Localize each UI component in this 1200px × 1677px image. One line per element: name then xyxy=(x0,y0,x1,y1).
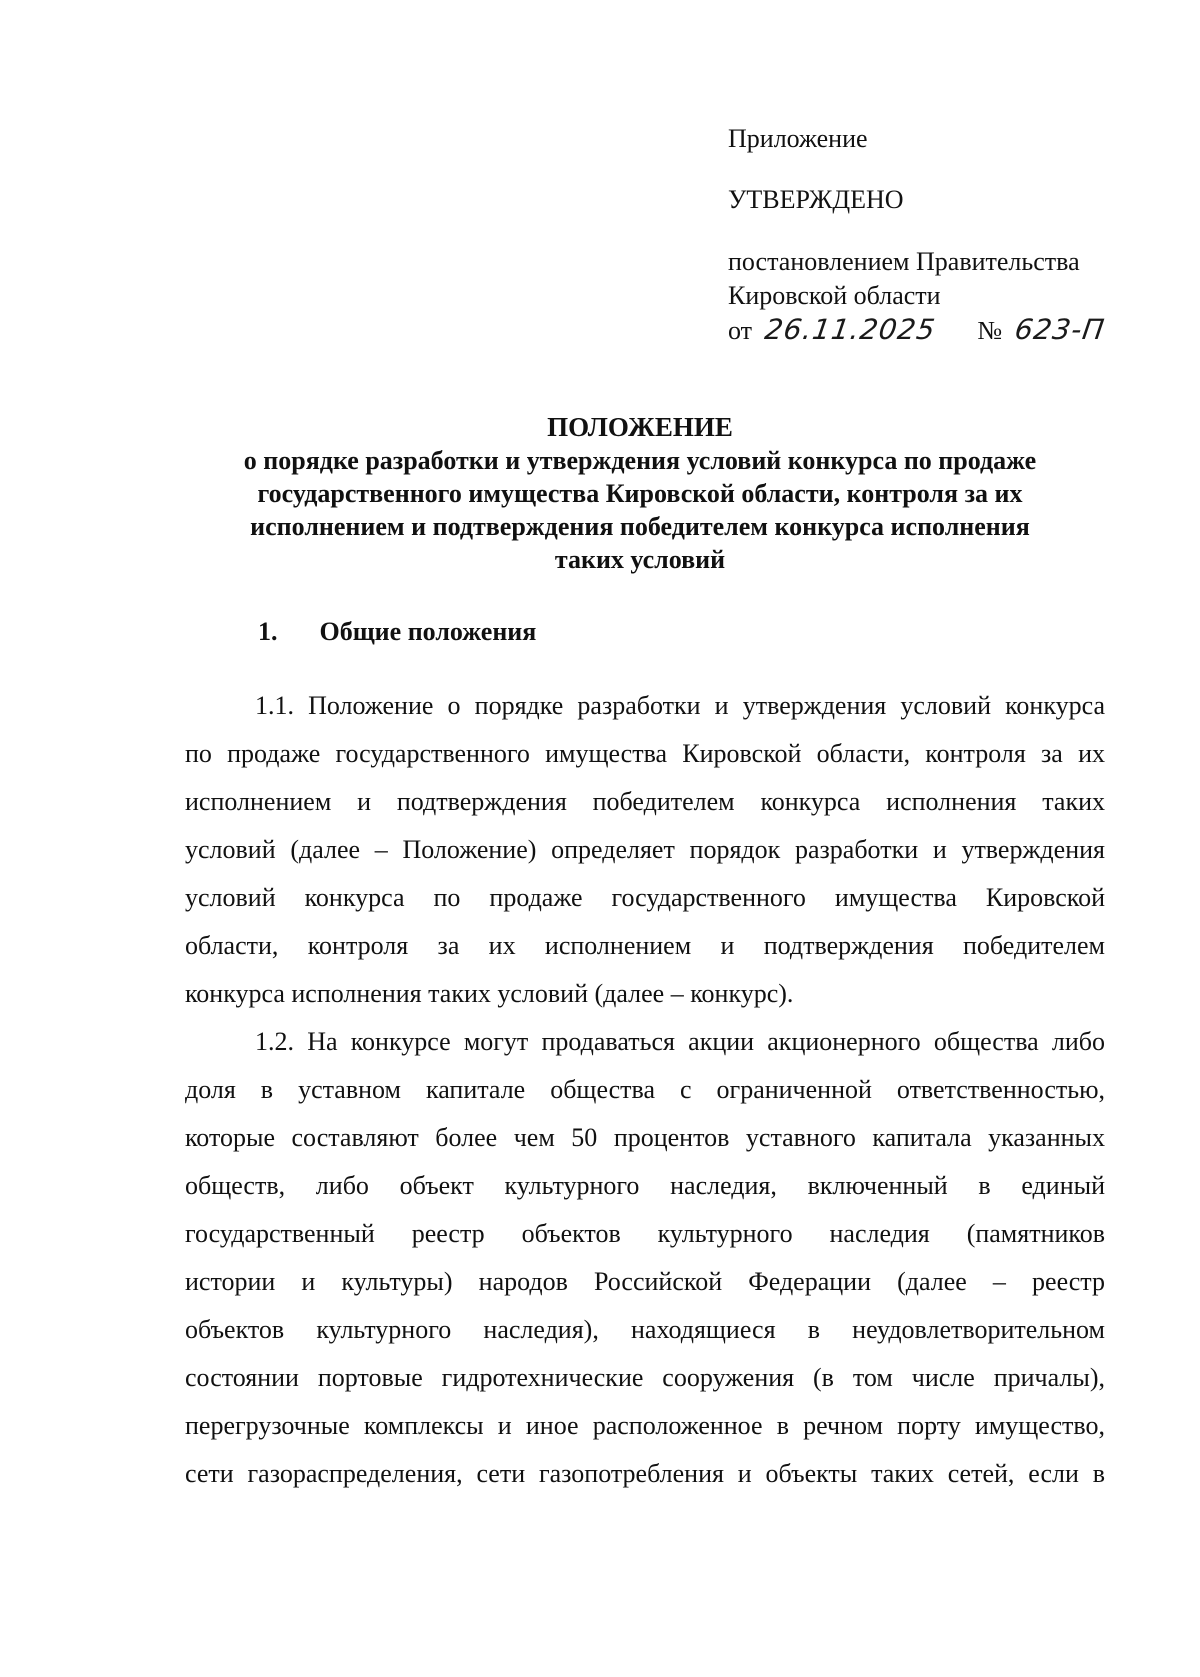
paragraph-line: государственный реестр объектов культурного наследия (памятников xyxy=(185,1219,1105,1248)
paragraph-line: объектов культурного наследия), находящиеся в неудовлетворительном xyxy=(185,1315,1105,1344)
paragraph-line: обществ, либо объект культурного наследия, включенный в единый xyxy=(185,1171,1105,1200)
paragraph-line: истории и культуры) народов Российской Федерации (далее – реестр xyxy=(185,1267,1105,1296)
paragraph-line: условий конкурса по продаже государственного имущества Кировской xyxy=(185,883,1105,912)
paragraph-line: 1.2. На конкурсе могут продаваться акции акционерного общества либо xyxy=(255,1027,1105,1056)
section-title: Общие положения xyxy=(319,617,537,646)
paragraph-line: области, контроля за их исполнением и подтверждения победителем xyxy=(185,931,1105,960)
title-subtitle-line: государственного имущества Кировской области, контроля за их xyxy=(257,479,1023,508)
paragraph-line: 1.1. Положение о порядке разработки и утверждения условий конкурса xyxy=(255,691,1105,720)
paragraph-line: которые составляют более чем 50 процентов уставного капитала указанных xyxy=(185,1123,1105,1152)
paragraph-line: конкурса исполнения таких условий (далее – конкурс). xyxy=(185,979,794,1008)
resolution-line-2: Кировской области xyxy=(728,281,941,310)
body-text xyxy=(185,682,1105,1498)
paragraph-line: по продаже государственного имущества Кировской области, контроля за их xyxy=(185,739,1105,768)
handwritten-number: 623-П xyxy=(1012,313,1107,346)
date-number-line xyxy=(728,313,1168,351)
approval-block xyxy=(728,122,1168,351)
approved-label: УТВЕРЖДЕНО xyxy=(728,185,904,214)
title-subtitle-line: исполнением и подтверждения победителем конкурса исполнения xyxy=(250,512,1030,541)
date-prefix: от xyxy=(728,316,753,345)
handwritten-date: 26.11.2025 xyxy=(762,313,938,346)
paragraph-line: доля в уставном капитале общества с ограниченной ответственностью, xyxy=(185,1075,1105,1104)
paragraph-line: состоянии портовые гидротехнические сооружения (в том числе причалы), xyxy=(185,1363,1105,1392)
appendix-label: Приложение xyxy=(728,124,868,153)
document-title: ПОЛОЖЕНИЕ xyxy=(547,412,733,442)
paragraph-line: перегрузочные комплексы и иное расположенное в речном порту имущество, xyxy=(185,1411,1105,1440)
section-number: 1. xyxy=(258,617,278,646)
paragraph-line: исполнением и подтверждения победителем конкурса исполнения таких xyxy=(185,787,1105,816)
paragraph-line: условий (далее – Положение) определяет порядок разработки и утверждения xyxy=(185,835,1105,864)
number-prefix: № xyxy=(977,316,1003,345)
resolution-line-1: постановлением Правительства xyxy=(728,247,1080,276)
paragraph-line: сети газораспределения, сети газопотребления и объекты таких сетей, если в xyxy=(185,1459,1105,1488)
title-subtitle-line: о порядке разработки и утверждения условий конкурса по продаже xyxy=(243,446,1037,475)
title-subtitle-line: таких условий xyxy=(554,545,726,574)
section-1-heading xyxy=(258,617,536,647)
document-title-block xyxy=(180,410,1100,576)
